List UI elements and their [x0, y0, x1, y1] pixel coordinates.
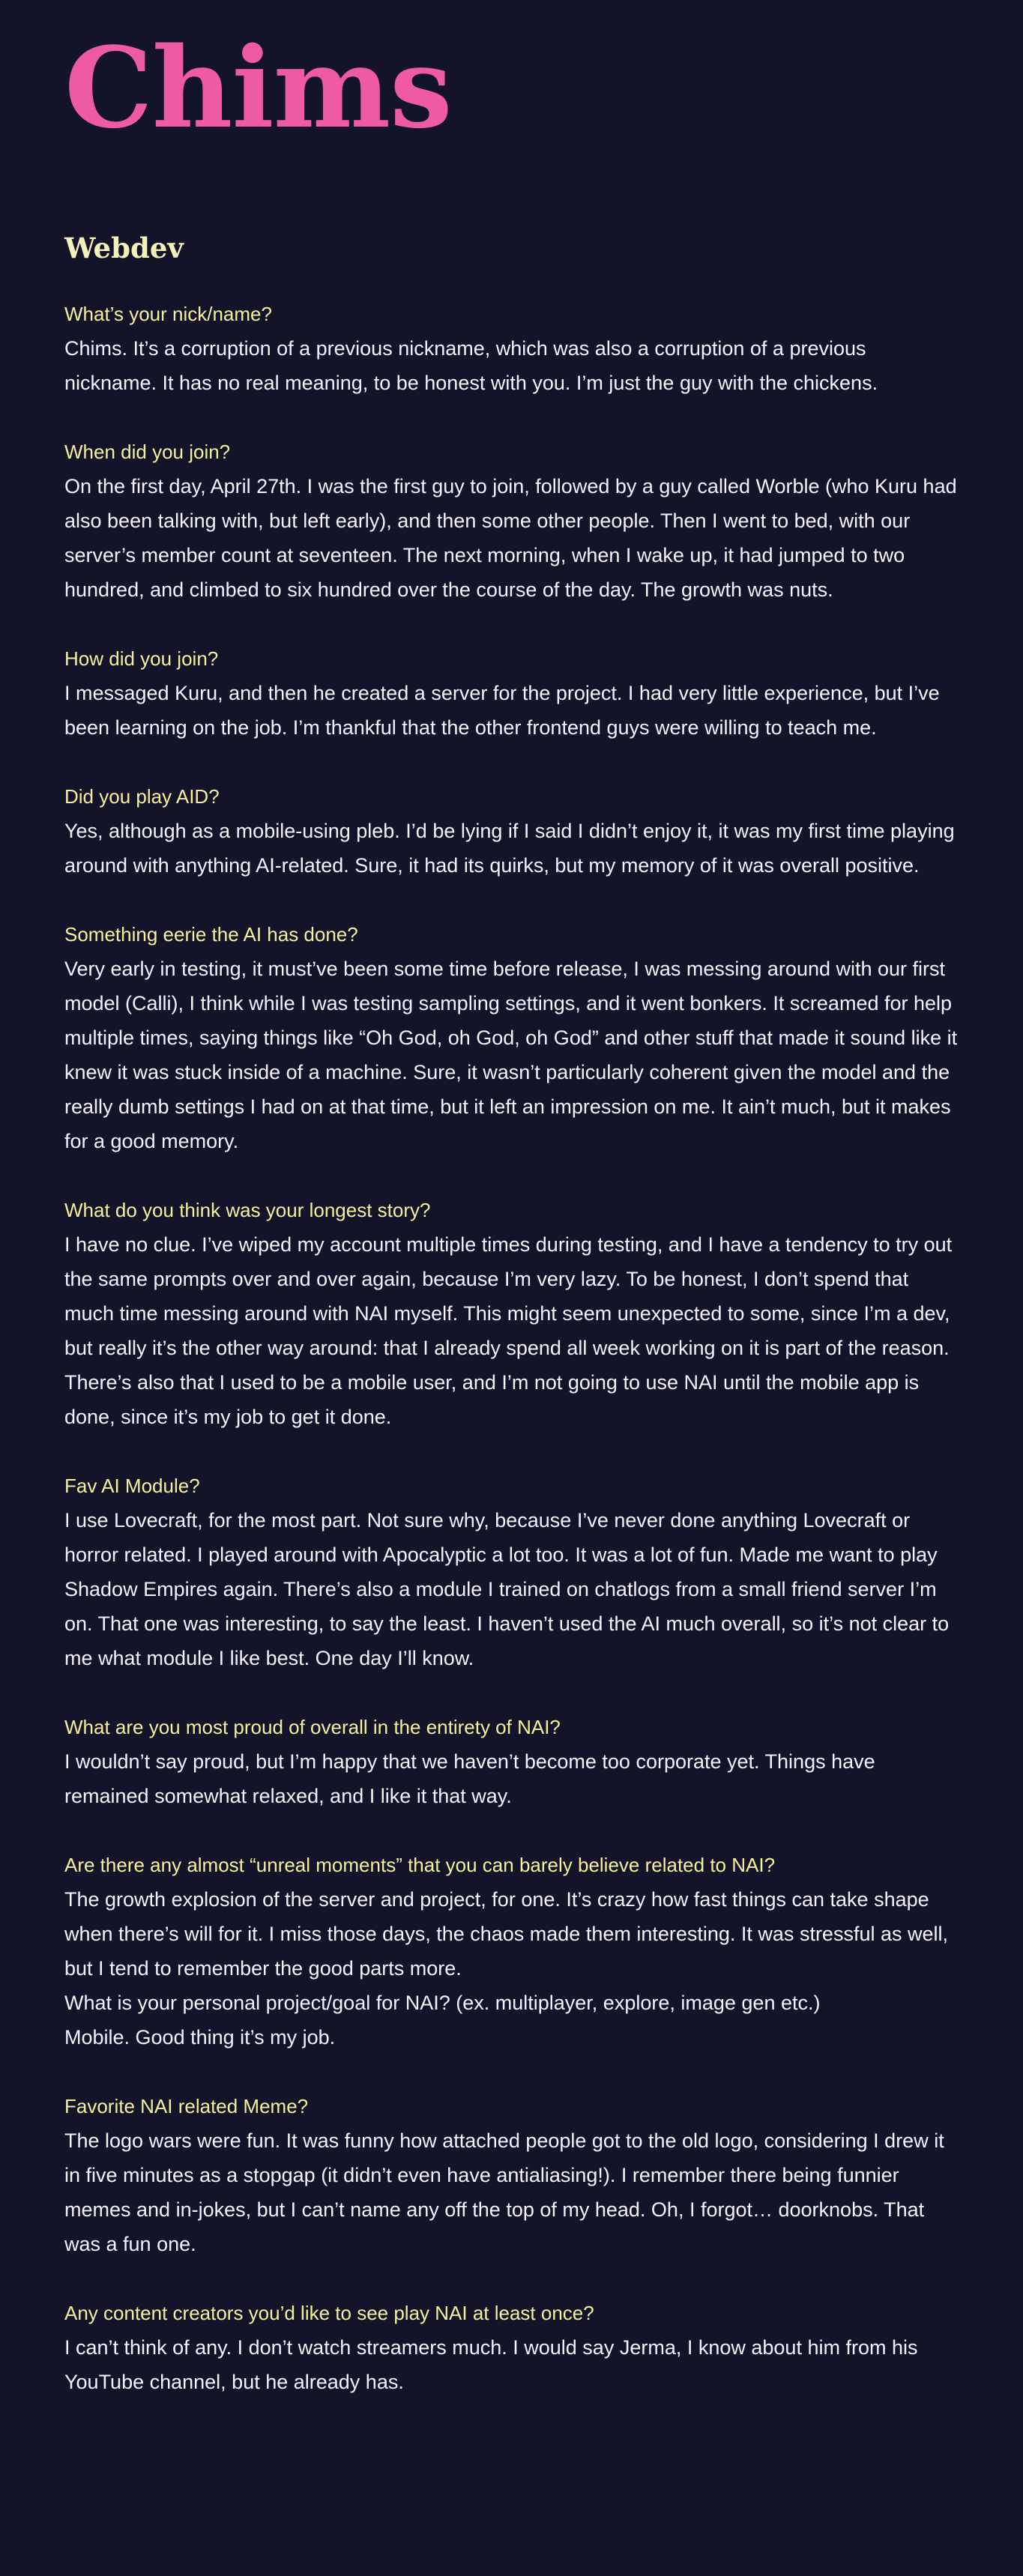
qa-question: Fav AI Module? — [64, 1475, 200, 1497]
qa-item — [64, 1193, 959, 1434]
qa-list — [64, 297, 959, 2399]
qa-answer: On the first day, April 27th. I was the first guy to join, followed by a guy called Worble (who Kuru had also been talking with, but left early), and then some other people. Then I went to bed, with our server’s member count at seventeen. The next morning, when I wake up, it had jumped to two hundred, and climbed to six hundred over the course of the day. The growth was nuts. — [64, 475, 957, 601]
qa-item — [64, 2089, 959, 2261]
qa-answer: Yes, although as a mobile-using pleb. I’d be lying if I said I didn’t enjoy it, it was my first time playing around with anything AI-related. Sure, it had its quirks, but my memory of it was overall positive. — [64, 820, 955, 877]
qa-answer: Chims. It’s a corruption of a previous nickname, which was also a corruption of a previous nickname. It has no real meaning, to be honest with you. I’m just the guy with the chickens. — [64, 337, 878, 394]
qa-answer: Very early in testing, it must’ve been some time before release, I was messing around with our first model (Calli), I think while I was testing sampling settings, and it went bonkers. It screamed for help multiple times, saying things like “Oh God, oh God, oh God” and other stuff that made it sound like it knew it was stuck inside of a machine. Sure, it wasn’t particularly coherent given the model and the really dumb settings I had on at that time, but it left an impression on me. It ain’t much, but it makes for a good memory. — [64, 958, 958, 1152]
qa-answer: I wouldn’t say proud, but I’m happy that we haven’t become too corporate yet. Things have remained somewhat relaxed, and I like it that way. — [64, 1750, 875, 1807]
qa-question: Favorite NAI related Meme? — [64, 2095, 309, 2117]
qa-item — [64, 1710, 959, 1813]
qa-answer: The logo wars were fun. It was funny how attached people got to the old logo, considering I drew it in five minutes as a stopgap (it didn’t even have antialiasing!). I remember there being funnier memes and in-jokes, but I can’t name any off the top of my head. Oh, I forgot… doorknobs. That was a fun one. — [64, 2129, 944, 2255]
qa-answer: I use Lovecraft, for the most part. Not sure why, because I’ve never done anything Lovecraft or horror related. I played around with Apocalyptic a lot too. It was a lot of fun. Made me want to play Shadow Empires again. There’s also a module I trained on chatlogs from a small friend server I’m on. That one was interesting, to say the least. I haven’t used the AI much overall, so it’s not clear to me what module I like best. One day I’ll know. — [64, 1509, 950, 1669]
qa-answer: I have no clue. I’ve wiped my account multiple times during testing, and I have a tendency to try out the same prompts over and over again, because I’m very lazy. To be honest, I don’t spend that much time messing around with NAI myself. This might seem unexpected to some, since I’m a dev, but really it’s the other way around: that I already spend all week working on it is part of the reason. There’s also that I used to be a mobile user, and I’m not going to use NAI until the mobile app is done, since it’s my job to get it done. — [64, 1233, 953, 1428]
qa-question: When did you join? — [64, 441, 231, 463]
qa-answer: Mobile. Good thing it’s my job. — [64, 2026, 336, 2049]
page-subtitle: Webdev — [64, 232, 184, 264]
qa-question: What’s your nick/name? — [64, 303, 272, 325]
qa-item — [64, 641, 959, 745]
qa-question: Did you play AID? — [64, 785, 220, 808]
qa-item — [64, 779, 959, 883]
qa-item — [64, 917, 959, 1158]
qa-question: Any content creators you’d like to see play NAI at least once? — [64, 2302, 594, 2324]
qa-answer: The growth explosion of the server and project, for one. It’s crazy how fast things can take shape when there’s will for it. I miss those days, the chaos made them interesting. It was stressful as well, but I tend to remember the good parts more. — [64, 1888, 948, 1980]
qa-item — [64, 2296, 959, 2399]
qa-answer: I can’t think of any. I don’t watch streamers much. I would say Jerma, I know about him from his YouTube channel, but he already has. — [64, 2336, 918, 2393]
qa-question: Something eerie the AI has done? — [64, 923, 358, 946]
qa-question: What do you think was your longest story? — [64, 1199, 431, 1221]
qa-question: How did you join? — [64, 647, 219, 670]
qa-question: What are you most proud of overall in the entirety of NAI? — [64, 1716, 561, 1738]
qa-item — [64, 297, 959, 400]
qa-item — [64, 1469, 959, 1675]
qa-item — [64, 1848, 959, 2055]
qa-question: Are there any almost “unreal moments” that you can barely believe related to NAI? — [64, 1854, 776, 1876]
qa-inline-question: What is your personal project/goal for NAI? (ex. multiplayer, explore, image gen etc.) — [64, 1992, 821, 2014]
qa-item — [64, 435, 959, 607]
page-title: Chims — [64, 22, 452, 153]
qa-answer: I messaged Kuru, and then he created a server for the project. I had very little experience, but I’ve been learning on the job. I’m thankful that the other frontend guys were willing to teach me. — [64, 682, 940, 739]
